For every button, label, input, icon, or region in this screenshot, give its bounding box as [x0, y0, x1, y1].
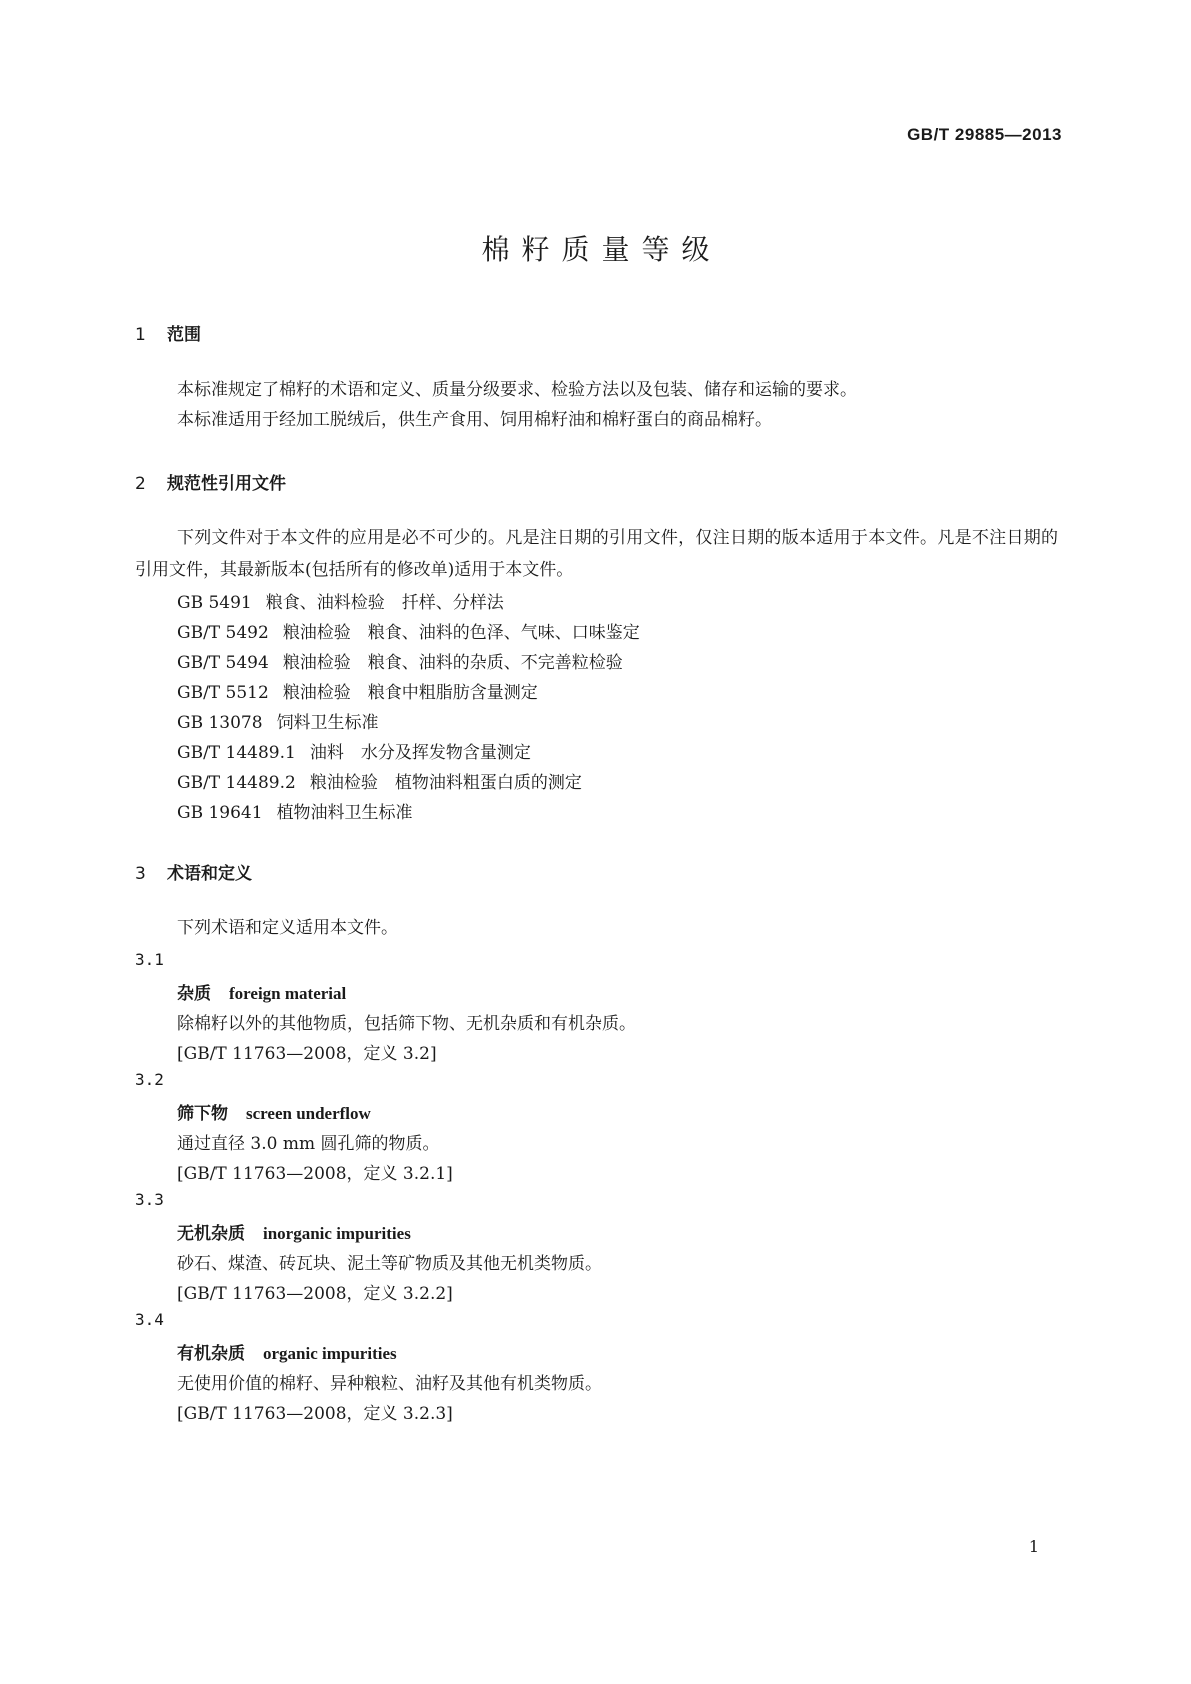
term-definition: 通过直径 3.0 mm 圆孔筛的物质。	[177, 1134, 440, 1154]
section-title: 规范性引用文件	[167, 474, 286, 494]
reference-item	[177, 678, 538, 703]
term-number: 3.4	[135, 1310, 164, 1329]
term-en: organic impurities	[263, 1344, 397, 1363]
section-heading-terms	[135, 859, 252, 884]
reference-code: GB 19641	[177, 803, 263, 823]
reference-item	[177, 588, 504, 613]
section-title: 术语和定义	[167, 864, 252, 884]
reference-code: GB/T 5494	[177, 653, 269, 673]
term-source: [GB/T 11763—2008，定义 3.2.2]	[177, 1284, 453, 1304]
reference-item	[177, 798, 413, 823]
term-number: 3.2	[135, 1070, 164, 1089]
reference-title: 粮油检验 粮食、油料的色泽、气味、口味鉴定	[282, 623, 640, 643]
term-number: 3.3	[135, 1190, 164, 1209]
reference-item	[177, 618, 640, 643]
terms-intro: 下列术语和定义适用本文件。	[177, 918, 398, 938]
term-source: [GB/T 11763—2008，定义 3.2.3]	[177, 1404, 453, 1424]
term-heading	[177, 1339, 397, 1364]
term-en: screen underflow	[246, 1104, 371, 1123]
term-zh: 有机杂质	[177, 1344, 245, 1364]
term-definition: 砂石、煤渣、砖瓦块、泥土等矿物质及其他无机类物质。	[177, 1254, 602, 1274]
standard-number: GB/T 29885—2013	[907, 125, 1062, 144]
reference-title: 粮油检验 粮食中粗脂肪含量测定	[282, 683, 538, 703]
reference-code: GB/T 14489.2	[177, 773, 296, 793]
reference-title: 油料 水分及挥发物含量测定	[309, 743, 531, 763]
section-heading-normative	[135, 469, 286, 494]
reference-title: 粮油检验 植物油料粗蛋白质的测定	[309, 773, 582, 793]
term-en: foreign material	[229, 984, 347, 1003]
reference-code: GB 5491	[177, 593, 252, 613]
term-heading	[177, 1219, 411, 1244]
reference-code: GB/T 5512	[177, 683, 269, 703]
reference-item	[177, 738, 531, 763]
section-number: 3	[135, 864, 146, 884]
reference-title: 粮油检验 粮食、油料的杂质、不完善粒检验	[282, 653, 623, 673]
page-number: 1	[1028, 1537, 1039, 1556]
section-title: 范围	[167, 325, 201, 345]
reference-title: 植物油料卫生标准	[276, 803, 413, 823]
reference-title: 粮食、油料检验 扦样、分样法	[265, 593, 504, 613]
section-number: 2	[135, 474, 146, 494]
section-number: 1	[135, 325, 146, 345]
term-source: [GB/T 11763—2008，定义 3.2]	[177, 1044, 437, 1064]
term-zh: 无机杂质	[177, 1224, 245, 1244]
document-title: 棉籽质量等级	[481, 233, 722, 266]
reference-item	[177, 708, 379, 733]
term-heading	[177, 1099, 371, 1124]
reference-title: 饲料卫生标准	[276, 713, 379, 733]
scope-paragraph-1: 本标准规定了棉籽的术语和定义、质量分级要求、检验方法以及包装、储存和运输的要求。	[177, 380, 857, 400]
reference-code: GB/T 14489.1	[177, 743, 296, 763]
term-definition: 无使用价值的棉籽、异种粮粒、油籽及其他有机类物质。	[177, 1374, 602, 1394]
reference-code: GB 13078	[177, 713, 263, 733]
section-heading-scope	[135, 320, 201, 345]
term-source: [GB/T 11763—2008，定义 3.2.1]	[177, 1164, 453, 1184]
term-zh: 筛下物	[177, 1104, 228, 1124]
reference-item	[177, 768, 582, 793]
reference-code: GB/T 5492	[177, 623, 269, 643]
term-number: 3.1	[135, 950, 164, 969]
normative-intro: 下列文件对于本文件的应用是必不可少的。凡是注日期的引用文件，仅注日期的版本适用于本文件。凡是不注日期的引用文件，其最新版本(包括所有的修改单)适用于本文件。	[135, 528, 1058, 580]
term-definition: 除棉籽以外的其他物质，包括筛下物、无机杂质和有机杂质。	[177, 1014, 636, 1034]
term-zh: 杂质	[177, 984, 211, 1004]
term-heading	[177, 979, 346, 1004]
term-en: inorganic impurities	[263, 1224, 411, 1243]
reference-item	[177, 648, 623, 673]
scope-paragraph-2: 本标准适用于经加工脱绒后，供生产食用、饲用棉籽油和棉籽蛋白的商品棉籽。	[177, 410, 772, 430]
